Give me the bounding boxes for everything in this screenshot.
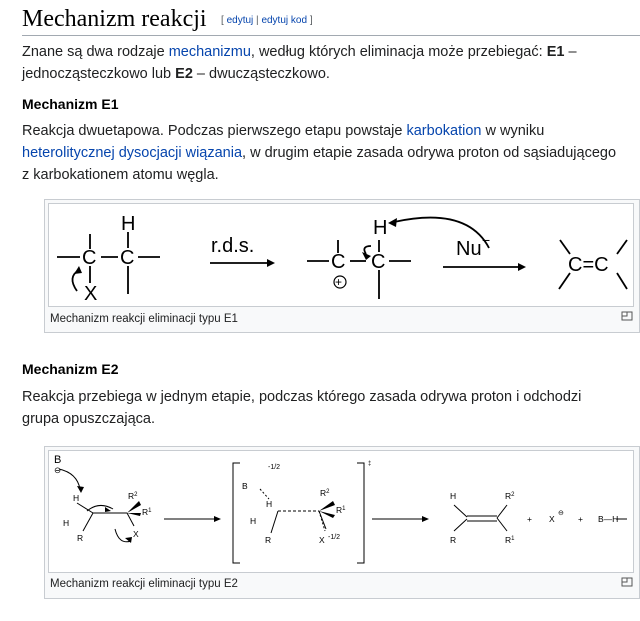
e2-r-ts: R bbox=[265, 535, 272, 545]
e2-base-charge: ⊖ bbox=[54, 465, 62, 475]
e2-h-atom-2: H bbox=[63, 518, 70, 528]
e1-c-atom-4: C bbox=[371, 251, 386, 273]
link-karbokation[interactable]: karbokation bbox=[406, 123, 482, 139]
e2-caption: Mechanizm reakcji eliminacji typu E2 bbox=[50, 578, 238, 590]
e2-h-ts-2: H bbox=[250, 516, 257, 526]
edit-link[interactable]: edytuj bbox=[226, 15, 254, 26]
e2-r2-group: $R^2$ bbox=[128, 491, 138, 501]
e2-x-anion: X bbox=[549, 514, 555, 524]
figure-e2 bbox=[44, 446, 640, 599]
e2-mechanism-image[interactable] bbox=[48, 450, 634, 573]
link-heterolytic-dissociation[interactable]: heterolitycznej dysocjacji wiązania bbox=[22, 145, 243, 161]
e2-h-ts: H bbox=[266, 499, 273, 509]
e1-rds-label: r.d.s. bbox=[211, 235, 255, 257]
e2-partial-charge-x: -1/2 bbox=[328, 534, 341, 541]
e2-partial-charge-b: -1/2 bbox=[268, 464, 281, 471]
link-mechanizm[interactable]: mechanizmu bbox=[168, 44, 251, 60]
e2-h-atom: H bbox=[73, 493, 80, 503]
e2-r1-ts: $R^1$ bbox=[336, 505, 346, 515]
e2-alkene-h: H bbox=[450, 491, 457, 501]
e2-paragraph: Reakcja przebiega w jednym etapie, podczas którego zasada odrywa proton i odchodzi grupa opuszczająca. bbox=[22, 389, 582, 427]
e2-bh-product: B—H bbox=[598, 514, 619, 524]
e1-h-atom-2: H bbox=[373, 217, 388, 239]
e1-c-atom-1: C bbox=[82, 247, 97, 269]
e2-x-leaving-group: X bbox=[133, 529, 139, 539]
e2-plus-1: + bbox=[527, 514, 532, 524]
e2-r1-group: $R^1$ bbox=[142, 507, 152, 517]
e1-mechanism-image[interactable] bbox=[48, 203, 634, 307]
subheading-e1: Mechanizm E1 bbox=[22, 96, 119, 112]
e2-r2-ts: $R^2$ bbox=[320, 488, 330, 498]
e1-minus-charge: − bbox=[482, 232, 491, 248]
e1-scheme bbox=[49, 204, 633, 306]
e2-plus-2: + bbox=[578, 514, 583, 524]
e1-alkene: C=C bbox=[568, 254, 609, 276]
e2-alkene-r2: $R^2$ bbox=[505, 491, 515, 501]
e1-c-cation: C bbox=[331, 251, 346, 273]
e2-base-ts: B bbox=[242, 481, 248, 491]
figure-e1 bbox=[44, 199, 640, 333]
e1-c-atom-2: C bbox=[120, 247, 135, 269]
e1-x-atom: X bbox=[84, 283, 98, 305]
edit-source-link[interactable]: edytuj kod bbox=[261, 15, 308, 26]
intro-paragraph: Znane są dwa rodzaje mechanizmu, według których eliminacja może przebiegać: E1 – jednocząsteczkowo lub E2 – dwucząsteczkowo. bbox=[22, 44, 577, 82]
e1-h-atom: H bbox=[121, 213, 136, 235]
e2-x-ts: X bbox=[319, 535, 325, 545]
e2-x-anion-charge: ⊖ bbox=[558, 510, 564, 517]
e2-alkene-r: R bbox=[450, 535, 457, 545]
enlarge-icon[interactable] bbox=[621, 311, 633, 321]
subheading-e2: Mechanizm E2 bbox=[22, 361, 119, 377]
e1-plus-charge: + bbox=[335, 275, 343, 289]
section-heading bbox=[22, 5, 640, 36]
e2-alkene-r1: $R^1$ bbox=[505, 535, 515, 545]
e2-transition-dagger: ‡ bbox=[368, 461, 372, 467]
edit-section-links: [ edytuj | edytuj kod ] bbox=[221, 15, 313, 26]
e1-paragraph: Reakcja dwuetapowa. Podczas pierwszego etapu powstaje karbokation w wyniku heterolitycznej dysocjacji wiązania, w drugim etapie zasada odrywa proton od sąsiadującego z karbokationem atomu węgla. bbox=[22, 123, 617, 183]
e2-base-atom: B bbox=[54, 454, 62, 466]
e1-caption: Mechanizm reakcji eliminacji typu E1 bbox=[50, 313, 238, 325]
section-title: Mechanizm reakcji bbox=[22, 6, 207, 32]
e1-nucleophile: Nu bbox=[456, 238, 482, 260]
enlarge-icon[interactable] bbox=[621, 577, 633, 587]
e2-scheme bbox=[49, 451, 633, 572]
e2-r-group: R bbox=[77, 533, 84, 543]
